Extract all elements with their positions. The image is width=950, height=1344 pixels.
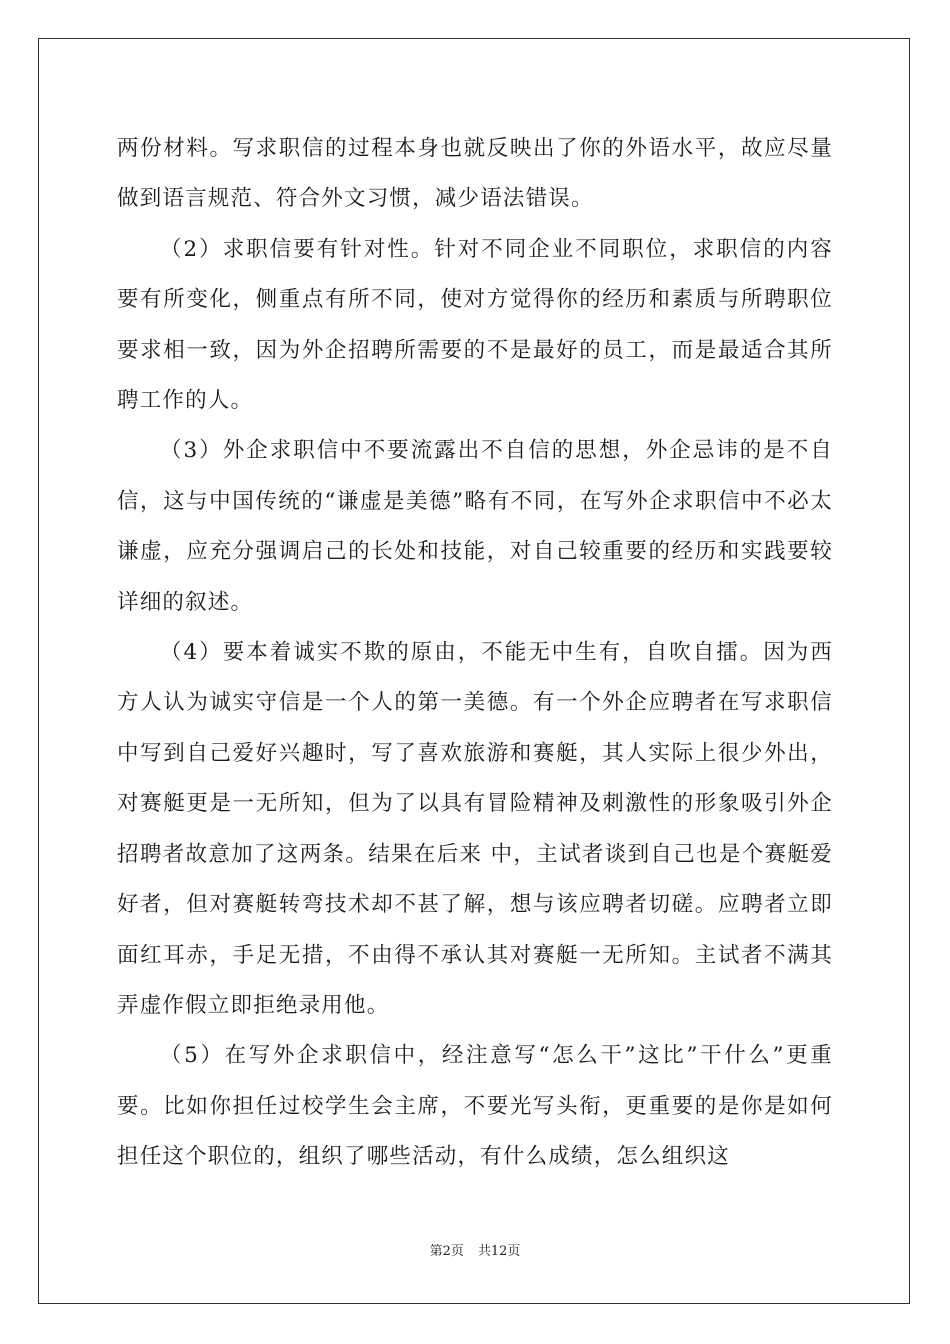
page-number: 第2页 [429,1244,464,1259]
document-body [117,124,833,1183]
paragraph-5: （5）在写外企求职信中，经注意写“怎么干”这比”干什么”更重要。比如你担任过校学生会主席，不要光写头衔，更重要的是你是如何担任这个职位的，组织了哪些活动，有什么成绩，怎么组织这 [117,1043,833,1170]
paragraph-3: （3）外企求职信中不要流露出不自信的思想，外企忌讳的是不自信，这与中国传统的“谦虚是美德”略有不同，在写外企求职信中不必太谦虚，应充分强调启己的长处和技能，对自己较重要的经历和实践要较详细的叙述。 [117,438,833,615]
paragraph-2: （2）求职信要有针对性。针对不同企业不同职位，求职信的内容要有所变化，侧重点有所不同，使对方觉得你的经历和素质与所聘职位要求相一致，因为外企招聘所需要的不是最好的员工，而是最适合其所聘工作的人。 [117,236,833,414]
page-total: 共12页 [477,1244,521,1259]
paragraph-1: 两份材料。写求职信的过程本身也就反映出了你的外语水平，故应尽量做到语言规范、符合外文习惯，减少语法错误。 [117,136,833,212]
page-footer [0,1240,950,1259]
paragraph-4: （4）要本着诚实不欺的原由，不能无中生有，自吹自擂。因为西方人认为诚实守信是一个人的第一美德。有一个外企应聘者在写求职信中写到自己爱好兴趣时，写了喜欢旅游和赛艇，其人实际上很少外出，对赛艇更是一无所知，但为了以具有冒险精神及刺激性的形象吸引外企招聘者故意加了这两条。结果在后来 中，主试者谈到自己也是个赛艇爱好者，但对赛艇转弯技术却不甚了解，想与该应聘者切磋。应聘者立即面红耳赤，手足无措，不由得不承认其对赛艇一无所知。主试者不满其弄虚作假立即拒绝录用他。 [117,640,833,1018]
